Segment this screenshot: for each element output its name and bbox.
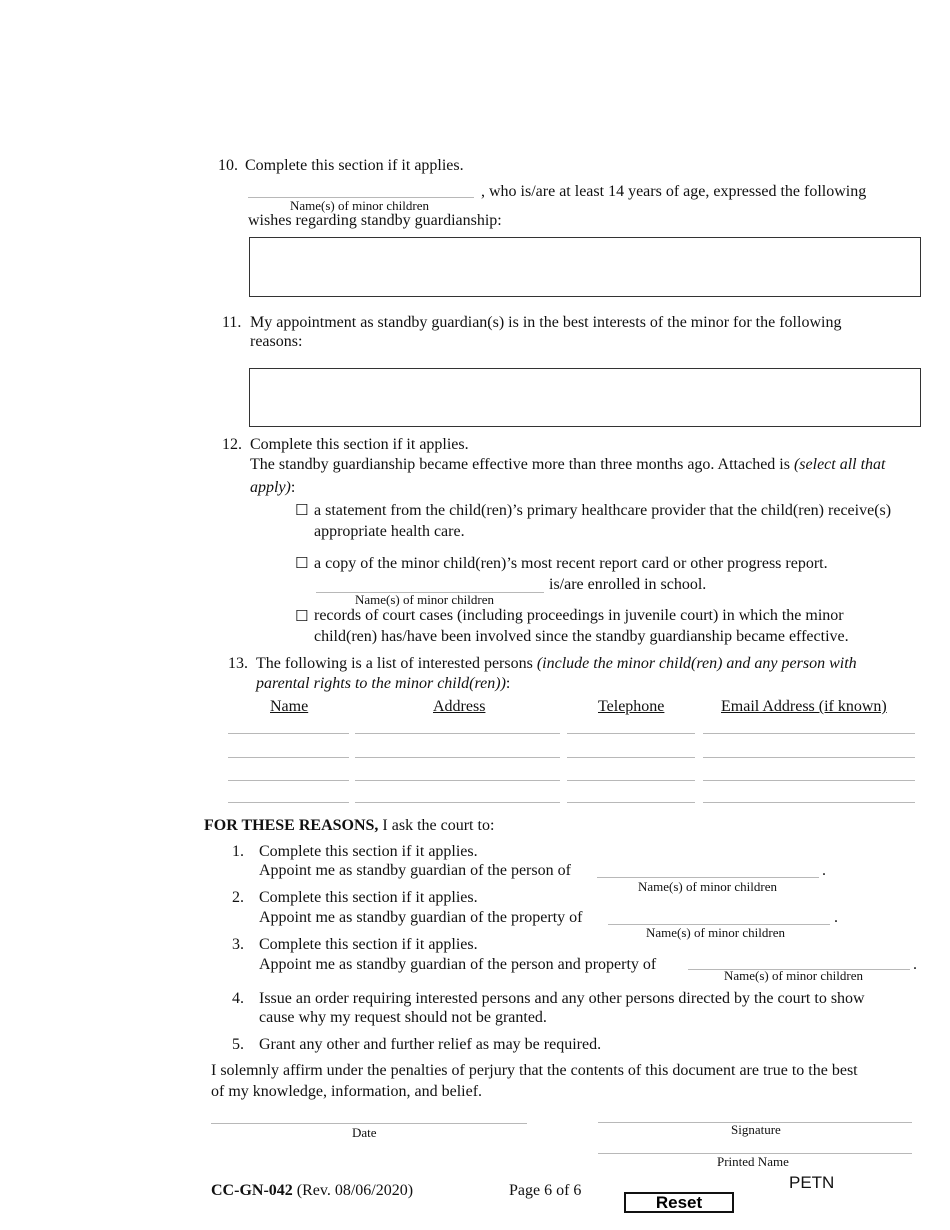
reason2-title: Complete this section if it applies.: [259, 889, 478, 906]
reason3-title: Complete this section if it applies.: [259, 936, 478, 953]
reason2-number: 2.: [232, 889, 244, 906]
s12-opt1-line2: appropriate health care.: [314, 523, 465, 540]
signature-label: Signature: [731, 1122, 781, 1137]
s12-text-line2: apply):: [250, 479, 296, 496]
date-input[interactable]: [211, 1123, 527, 1124]
s10-text-line1: , who is/are at least 14 years of age, expressed the following: [481, 183, 867, 200]
row4-address-input[interactable]: [355, 802, 560, 803]
s13-text-line2: parental rights to the minor child(ren)):: [256, 675, 511, 692]
s13-number: 13.: [228, 655, 248, 672]
s11-text-line1: My appointment as standby guardian(s) is in the best interests of the minor for the following: [250, 314, 842, 331]
s10-number: 10.: [218, 157, 238, 174]
reason1-title: Complete this section if it applies.: [259, 843, 478, 860]
s12-opt2-checkbox[interactable]: ☐: [295, 554, 309, 572]
s12-opt3-checkbox[interactable]: ☐: [295, 607, 309, 625]
s12-opt2-caption: Name(s) of minor children: [355, 592, 494, 607]
row3-address-input[interactable]: [355, 780, 560, 781]
row2-email-input[interactable]: [703, 757, 915, 758]
row4-name-input[interactable]: [228, 802, 349, 803]
reason4-line1: Issue an order requiring interested persons and any other persons directed by the court to show: [259, 990, 865, 1007]
s11-number: 11.: [222, 314, 242, 331]
row1-email-input[interactable]: [703, 733, 915, 734]
row2-telephone-input[interactable]: [567, 757, 695, 758]
reason4-line2: cause why my request should not be granted.: [259, 1009, 547, 1026]
date-label: Date: [352, 1125, 377, 1140]
row4-email-input[interactable]: [703, 802, 915, 803]
row3-telephone-input[interactable]: [567, 780, 695, 781]
reason1-names-input[interactable]: [597, 877, 819, 878]
reason2-caption: Name(s) of minor children: [646, 925, 785, 940]
s13-col-email: Email Address (if known): [721, 698, 887, 715]
s13-text-line1: The following is a list of interested persons (include the minor child(ren) and any person with: [256, 655, 857, 672]
reason1-number: 1.: [232, 843, 244, 860]
form-id: CC-GN-042 (Rev. 08/06/2020): [211, 1182, 414, 1199]
reason2-end: .: [834, 909, 838, 926]
affirm-line1: I solemnly affirm under the penalties of perjury that the contents of this document are true to the best: [211, 1062, 858, 1079]
s12-opt2-line2: is/are enrolled in school.: [549, 576, 707, 593]
s12-opt1-line1: a statement from the child(ren)’s primary healthcare provider that the child(ren) receive(s): [314, 502, 892, 519]
page-number: Page 6 of 6: [509, 1182, 582, 1199]
reason3-text: Appoint me as standby guardian of the person and property of: [259, 956, 657, 973]
s12-opt1-checkbox[interactable]: ☐: [295, 501, 309, 519]
s13-col-address: Address: [433, 698, 486, 715]
s11-reasons-textarea[interactable]: [249, 368, 921, 427]
s11-text-line2: reasons:: [250, 333, 303, 350]
reason4-number: 4.: [232, 990, 244, 1007]
s12-opt3-line1: records of court cases (including proceedings in juvenile court) in which the minor: [314, 607, 844, 624]
s12-text-line1: The standby guardianship became effective more than three months ago. Attached is (select all that: [250, 456, 886, 473]
s12-opt3-line2: child(ren) has/have been involved since the standby guardianship became effective.: [314, 628, 849, 645]
form-code: PETN: [789, 1173, 835, 1192]
reason1-end: .: [822, 862, 826, 879]
s12-title: Complete this section if it applies.: [250, 436, 469, 453]
reason1-text: Appoint me as standby guardian of the person of: [259, 862, 571, 879]
row1-name-input[interactable]: [228, 733, 349, 734]
reason5-line1: Grant any other and further relief as may be required.: [259, 1036, 602, 1053]
reason3-end: .: [913, 956, 917, 973]
row2-name-input[interactable]: [228, 757, 349, 758]
row3-name-input[interactable]: [228, 780, 349, 781]
s10-wishes-textarea[interactable]: [249, 237, 921, 297]
reset-button[interactable]: Reset: [624, 1192, 734, 1213]
reason5-number: 5.: [232, 1036, 244, 1053]
row4-telephone-input[interactable]: [567, 802, 695, 803]
reason2-text: Appoint me as standby guardian of the property of: [259, 909, 583, 926]
affirm-line2: of my knowledge, information, and belief.: [211, 1083, 483, 1100]
s13-col-name: Name: [270, 698, 309, 715]
reason3-caption: Name(s) of minor children: [724, 968, 863, 983]
row3-email-input[interactable]: [703, 780, 915, 781]
reason3-number: 3.: [232, 936, 244, 953]
s13-col-telephone: Telephone: [598, 698, 665, 715]
reasons-heading: FOR THESE REASONS, I ask the court to:: [204, 817, 495, 834]
row1-telephone-input[interactable]: [567, 733, 695, 734]
s10-text-line2: wishes regarding standby guardianship:: [248, 212, 502, 229]
printed-name-label: Printed Name: [717, 1154, 789, 1169]
s10-names-caption: Name(s) of minor children: [290, 198, 429, 213]
s12-opt2-line1: a copy of the minor child(ren)’s most recent report card or other progress report.: [314, 555, 828, 572]
row1-address-input[interactable]: [355, 733, 560, 734]
reason1-caption: Name(s) of minor children: [638, 879, 777, 894]
s10-title: Complete this section if it applies.: [245, 157, 464, 174]
row2-address-input[interactable]: [355, 757, 560, 758]
s12-number: 12.: [222, 436, 242, 453]
